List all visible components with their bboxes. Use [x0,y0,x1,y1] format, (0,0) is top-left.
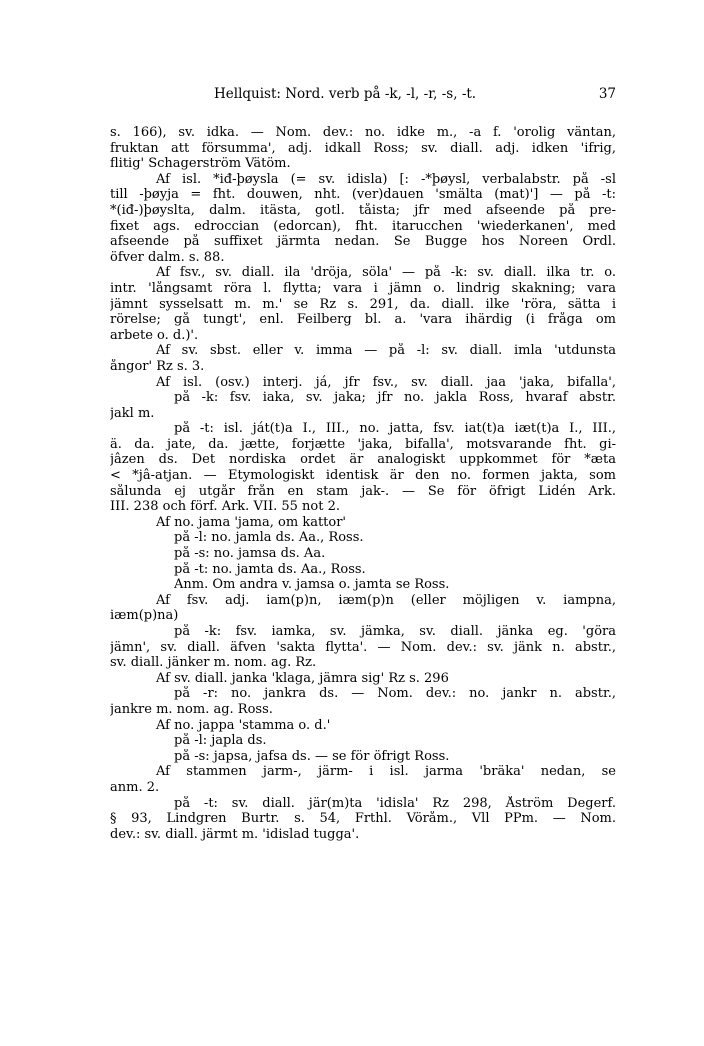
text-line: sålunda ej utgår från en stam jak-. — Se för öfrigt Lidén Ark. [110,483,616,499]
text-line: III. 238 och förf. Ark. VII. 55 not 2. [110,499,340,515]
text-line: arbete o. d.)'. [110,327,199,343]
text-line: fixet ags. edroccian (edorcan), fht. itarucchen 'wiederkanen', med [110,218,616,234]
text-line: Af sv. diall. janka 'klaga, jämra sig' Rz s. 296 [156,670,449,686]
text-line: på -l: no. jamla ds. Aa., Ross. [174,530,364,546]
text-line: Af no. jama 'jama, om kattor' [156,514,347,530]
text-line: § 93, Lindgren Burtr. s. 54, Frthl. Vöråm., Vll PPm. — Nom. [110,811,616,827]
text-line: på -t: sv. diall. jär(m)ta 'idisla' Rz 298, Åström Degerf. [174,795,616,811]
text-line: dev.: sv. diall. järmt m. 'idislad tugga'. [110,826,360,842]
text-line: flitig' Schagerström Vätöm. [110,156,291,172]
text-line: Af fsv. adj. iam(p)n, iæm(p)n (eller möjligen v. iampna, [156,592,616,608]
text-line: iæm(p)na) [110,608,179,624]
text-line: jankre m. nom. ag. Ross. [110,701,273,717]
text-line: Anm. Om andra v. jamsa o. jamta se Ross. [174,577,450,593]
text-line: Af fsv., sv. diall. ila 'dröja, söla' — på -k: sv. diall. ilka tr. o. [156,265,616,281]
text-line: på -s: no. jamsa ds. Aa. [174,546,326,562]
text-line: intr. 'långsamt röra l. flytta; vara i jämn o. lindrig skakning; vara [110,280,616,296]
text-line: Af sv. sbst. eller v. imma — på -l: sv. diall. imla 'utdunsta [156,343,616,359]
text-line: jämnt sysselsatt m. m.' se Rz s. 291, da. diall. ilke 'röra, sätta i [110,296,616,312]
text-line: fruktan att försumma', adj. idkall Ross; sv. diall. adj. idken 'ifrig, [110,140,616,156]
text-line: jämn', sv. diall. äfven 'sakta flytta'. — Nom. dev.: sv. jänk n. abstr., [110,639,616,655]
text-line: till -þøyja = fht. douwen, nht. (ver)dauen 'smälta (mat)'] — på -t: [110,187,616,203]
text-line: anm. 2. [110,779,160,795]
body-text [110,125,616,842]
text-line: s. 166), sv. idka. — Nom. dev.: no. idke m., -a f. 'orolig väntan, [110,125,616,140]
text-line: på -t: no. jamta ds. Aa., Ross. [174,561,366,577]
text-line: på -k: fsv. iamka, sv. jämka, sv. diall. jänka eg. 'göra [174,624,616,639]
text-line: Af no. jappa 'stamma o. d.' [156,717,331,733]
text-line: jakl m. [110,405,155,421]
text-line: Af stammen jarm-, järm- i isl. jarma 'bräka' nedan, se [156,764,616,780]
text-line: på -s: japsa, jafsa ds. — se för öfrigt Ross. [174,748,450,764]
text-line: jâzen ds. Det nordiska ordet är analogiskt uppkommet för *æta [110,452,616,468]
running-header [110,86,616,108]
text-line: rörelse; gå tungt', enl. Feilberg bl. a. 'vara ihärdig (i fråga om [110,312,616,328]
text-line: afseende på suffixet järmta nedan. Se Bugge hos Noreen Ordl. [110,234,616,250]
text-line: öfver dalm. s. 88. [110,249,225,265]
text-line: på -l: japla ds. [174,733,267,749]
running-title: Hellquist: Nord. verb på -k, -l, -r, -s, -t. [214,86,477,102]
text-line: *(iđ-)þøyslta, dalm. itästa, gotl. tåista; jfr med afseende på pre- [110,202,616,218]
text-line: ångor' Rz s. 3. [110,358,205,374]
text-line: på -k: fsv. iaka, sv. jaka; jfr no. jakla Ross, hvaraf abstr. [174,390,616,406]
text-line: < *jâ-atjan. — Etymologiskt identisk är den no. formen jakta, som [110,468,616,484]
text-line: på -r: no. jankra ds. — Nom. dev.: no. jankr n. abstr., [174,686,616,702]
text-line: på -t: isl. ját(t)a I., III., no. jatta, fsv. iat(t)a iæt(t)a I., III., [174,421,616,437]
text-line: Af isl. *iđ-þøysla (= sv. idisla) [: -*þøysl, verbalabstr. på -sl [156,171,616,187]
text-line: Af isl. (osv.) interj. já, jfr fsv., sv. diall. jaa 'jaka, bifalla', [156,374,616,390]
text-line: sv. diall. jänker m. nom. ag. Rz. [110,655,317,671]
page-number: 37 [598,86,616,102]
text-line: ä. da. jate, da. jætte, forjætte 'jaka, bifalla', motsvarande fht. gi- [110,436,616,452]
